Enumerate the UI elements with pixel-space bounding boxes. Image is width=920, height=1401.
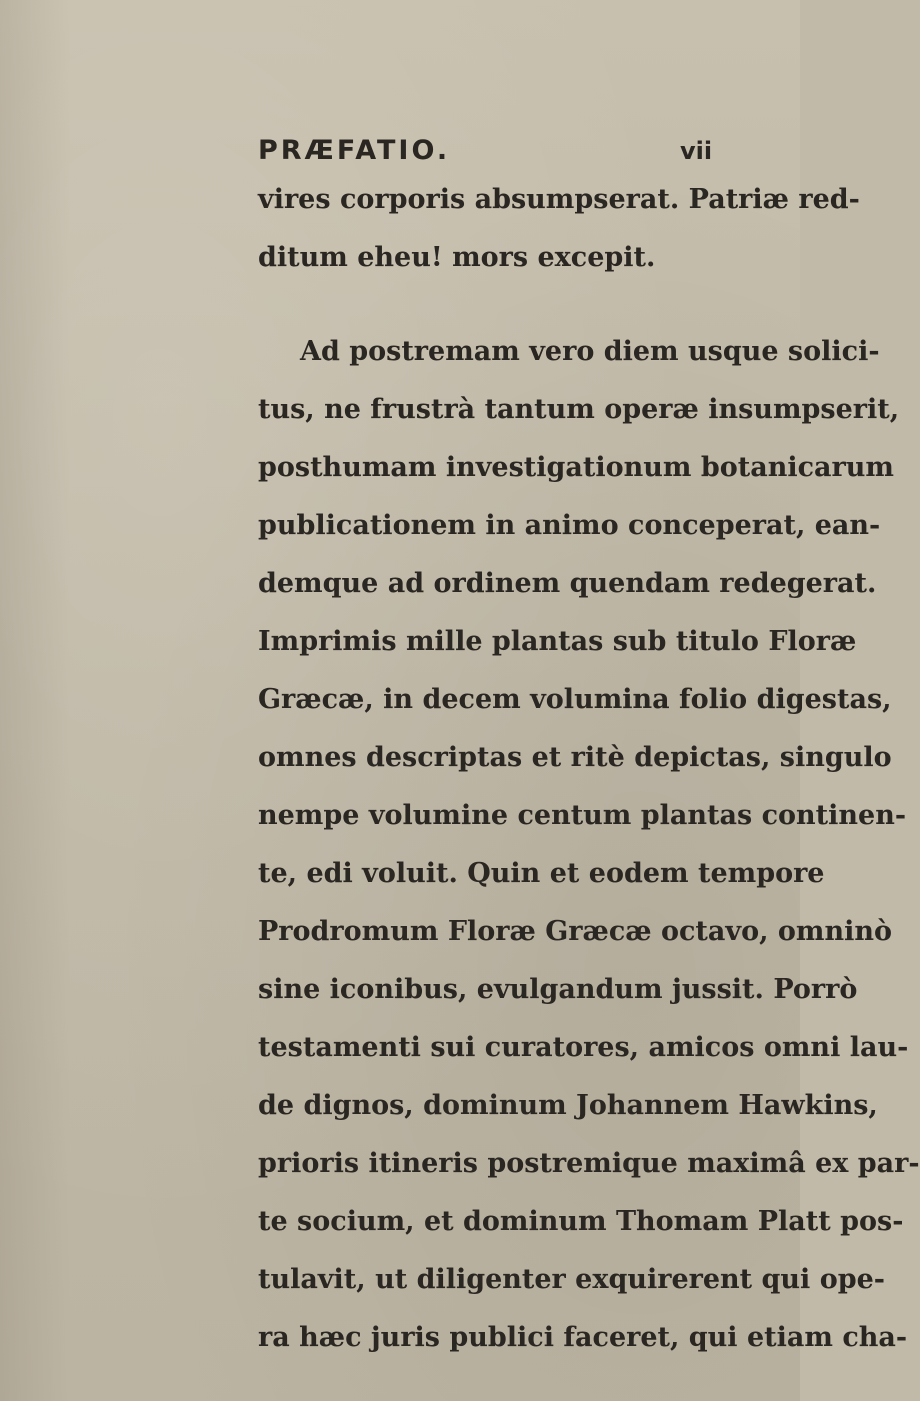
running-title: PRÆFATIO. [258, 135, 451, 166]
text-line: Prodromum Floræ Græcæ octavo, omninò [258, 916, 892, 947]
text-line: sine iconibus, evulgandum jussit. Porrò [258, 974, 858, 1005]
text-line: publicationem in animo conceperat, ean- [258, 510, 881, 541]
text-line: te, edi voluit. Quin et eodem tempore [258, 858, 825, 889]
text-line: Græcæ, in decem volumina folio digestas, [258, 684, 892, 715]
text-line: ra hæc juris publici faceret, qui etiam cha- [258, 1322, 908, 1353]
text-line: testamenti sui curatores, amicos omni lau- [258, 1032, 909, 1063]
text-line: demque ad ordinem quendam redegerat. [258, 568, 877, 599]
text-line: te socium, et dominum Thomam Platt pos- [258, 1206, 904, 1237]
text-line: tus, ne frustrà tantum operæ insumpserit, [258, 394, 900, 425]
text-line: ditum eheu! mors excepit. [258, 242, 656, 273]
text-line: prioris itineris postremique maximâ ex par- [258, 1148, 920, 1179]
text-line: tulavit, ut diligenter exquirerent qui ope- [258, 1264, 885, 1295]
page-number: vii [680, 137, 713, 165]
text-line: posthumam investigationum botanicarum [258, 452, 894, 483]
text-line: nempe volumine centum plantas continen- [258, 800, 907, 831]
text-line: omnes descriptas et ritè depictas, singulo [258, 742, 892, 773]
text-line: vires corporis absumpserat. Patriæ red- [258, 184, 860, 215]
text-line: de dignos, dominum Johannem Hawkins, [258, 1090, 878, 1121]
text-line: Imprimis mille plantas sub titulo Floræ [258, 626, 857, 657]
text-line: Ad postremam vero diem usque solici- [300, 336, 880, 367]
